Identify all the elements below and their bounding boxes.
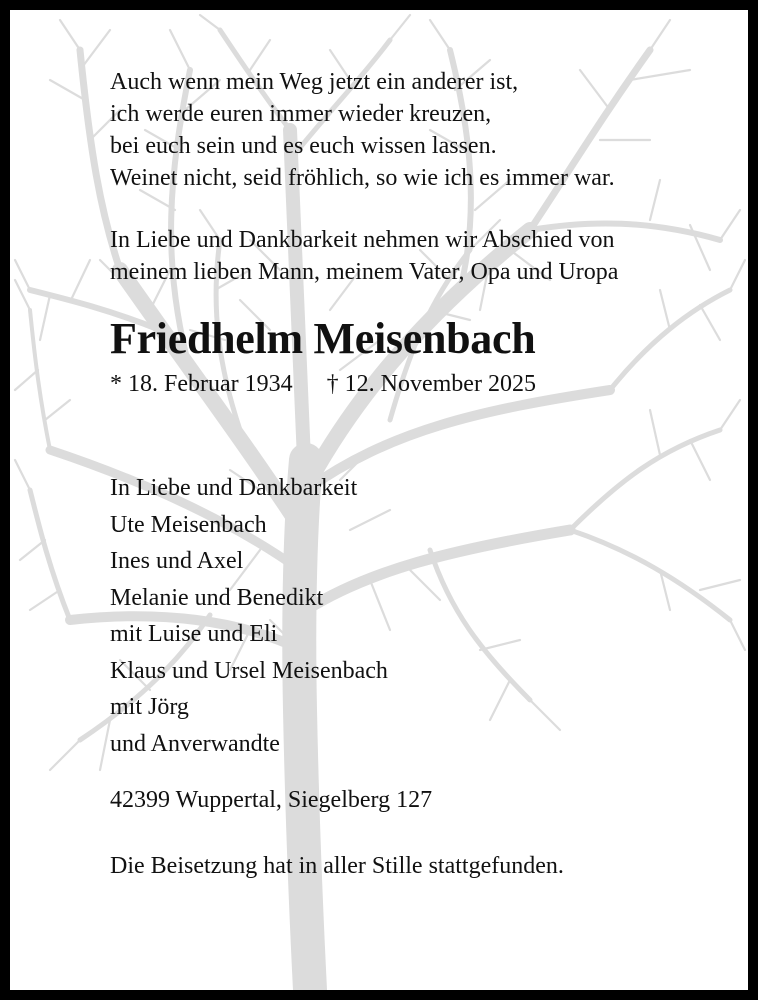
intro-line: In Liebe und Dankbarkeit nehmen wir Abschied von [110, 227, 615, 253]
mourner-line: Melanie und Benedikt [110, 584, 324, 611]
intro-line: meinem lieben Mann, meinem Vater, Opa und Uropa [110, 259, 619, 285]
mourners-list [110, 470, 730, 762]
death-date: † 12. November 2025 [326, 371, 536, 397]
birth-date: * 18. Februar 1934 [110, 371, 293, 397]
mourner-line: mit Luise und Eli [110, 621, 278, 647]
farewell-intro [110, 224, 730, 288]
mourner-line: Ines und Axel [110, 548, 244, 574]
poem-line: Weinet nicht, seid fröhlich, so wie ich es immer war. [110, 165, 615, 191]
life-dates [110, 368, 730, 400]
deceased-name: Friedhelm Meisenbach [110, 314, 536, 363]
mourner-line: und Anverwandte [110, 730, 280, 757]
poem [110, 66, 730, 194]
mourner-line: Ute Meisenbach [110, 511, 267, 538]
mourner-line: In Liebe und Dankbarkeit [110, 475, 358, 501]
poem-line: ich werde euren immer wieder kreuzen, [110, 101, 492, 127]
mourner-line: mit Jörg [110, 694, 189, 720]
mourner-line: Klaus und Ursel Meisenbach [110, 657, 388, 684]
address: 42399 Wuppertal, Siegelberg 127 [110, 787, 433, 813]
burial-note: Die Beisetzung hat in aller Stille stattgefunden. [110, 853, 564, 879]
poem-line: Auch wenn mein Weg jetzt ein anderer ist, [110, 69, 519, 95]
notice-content [110, 66, 730, 882]
poem-line: bei euch sein und es euch wissen lassen. [110, 133, 497, 159]
